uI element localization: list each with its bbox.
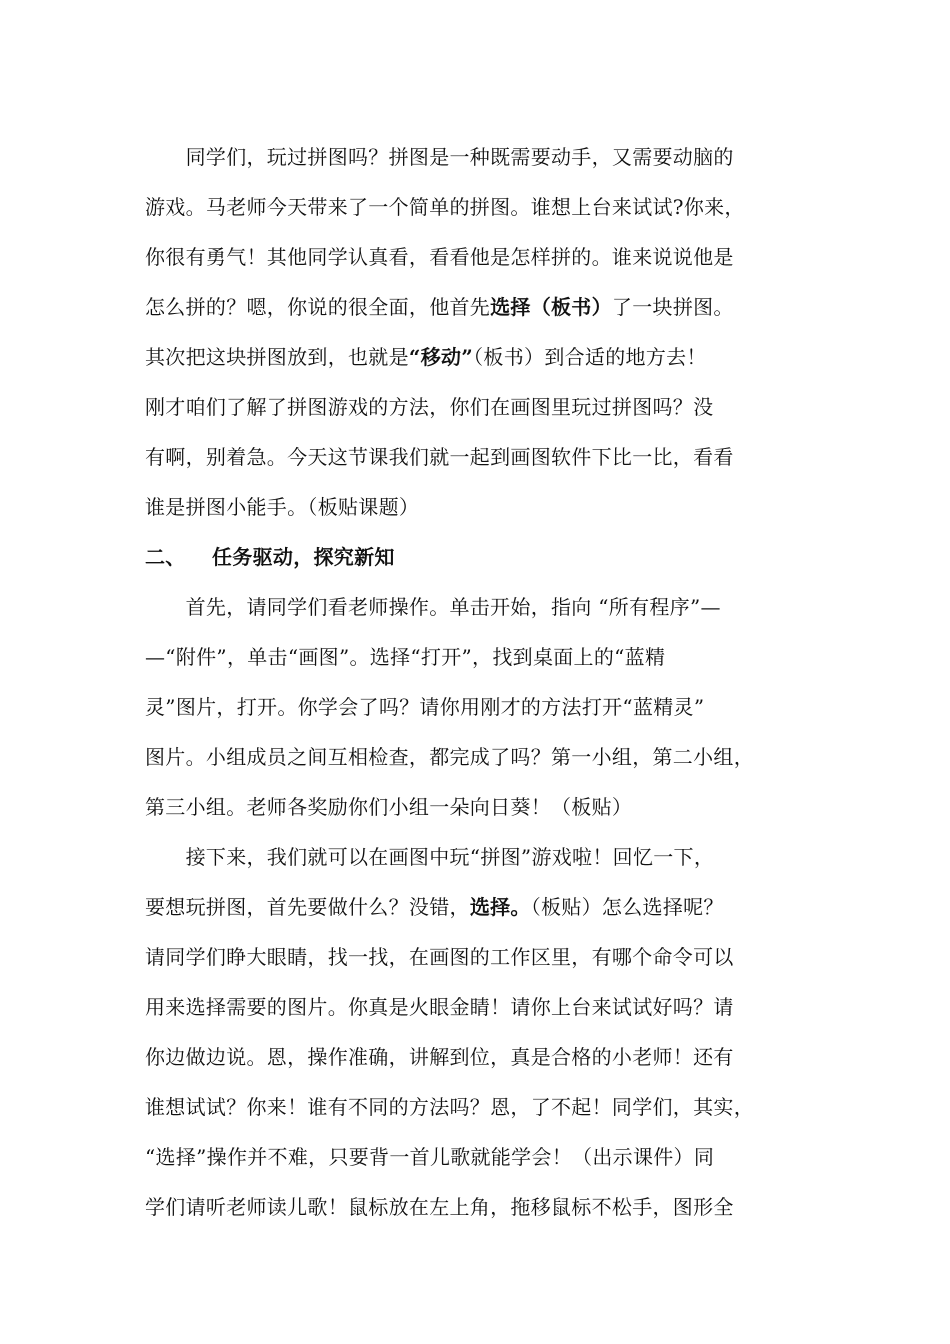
- paragraph-line: [145, 332, 810, 382]
- text-run: 你边做边说。恩，操作准确，讲解到位，真是合格的小老师！还有: [145, 1045, 734, 1069]
- text-run: 图片。小组成员之间互相检查，都完成了吗？第一小组，第二小组，: [145, 745, 754, 769]
- section-title: 任务驱动，探究新知: [212, 545, 395, 569]
- text-run: 请同学们睁大眼睛，找一找，在画图的工作区里，有哪个命令可以: [145, 945, 734, 969]
- paragraph-line: [145, 382, 810, 432]
- bold-text-run: “移动”: [408, 345, 474, 369]
- text-run: （板书）到合适的地方去！: [473, 345, 707, 369]
- text-run: 有啊，别着急。今天这节课我们就一起到画图软件下比一比，看看: [145, 445, 734, 469]
- paragraph-line: [145, 582, 810, 632]
- text-run: 你很有勇气！其他同学认真看，看看他是怎样拼的。谁来说说他是: [145, 245, 734, 269]
- text-run: 刚才咱们了解了拼图游戏的方法，你们在画图里玩过拼图吗？没: [145, 395, 714, 419]
- paragraph-line: [145, 732, 810, 782]
- paragraph-line: [145, 432, 810, 482]
- text-run: —“附件”，单击“画图”。选择“打开”，找到桌面上的“蓝精: [145, 645, 666, 669]
- text-run: 游戏。马老师今天带来了一个简单的拼图。谁想上台来试试?你来，: [145, 195, 745, 219]
- paragraph-line: [145, 782, 810, 832]
- text-run: 学们请听老师读儿歌！鼠标放在左上角，拖移鼠标不松手，图形全: [145, 1195, 734, 1219]
- text-run: （板贴）怎么选择呢？: [530, 895, 724, 919]
- paragraph-line: [145, 682, 810, 732]
- paragraph-line: [145, 232, 810, 282]
- text-run: 第三小组。老师各奖励你们小组一朵向日葵！（板贴）: [145, 795, 633, 819]
- section-heading: [145, 532, 810, 582]
- text-run: 同学们，玩过拼图吗？拼图是一种既需要动手，又需要动脑的: [145, 145, 734, 169]
- text-run: 灵”图片，打开。你学会了吗？请你用刚才的方法打开“蓝精灵”: [145, 695, 705, 719]
- paragraph-line: [145, 1082, 810, 1132]
- text-run: 用来选择需要的图片。你真是火眼金睛！请你上台来试试好吗？请: [145, 995, 734, 1019]
- bold-text-run: 选择。: [469, 895, 531, 919]
- paragraph-line: [145, 482, 810, 532]
- paragraph-line: [145, 1032, 810, 1082]
- text-run: “选择”操作并不难，只要背一首儿歌就能学会！（出示课件）同: [145, 1145, 715, 1169]
- text-run: 怎么拼的？嗯，你说的很全面，他首先: [145, 295, 491, 319]
- paragraph-line: [145, 1132, 810, 1182]
- paragraph-line: [145, 632, 810, 682]
- paragraph-line: [145, 282, 810, 332]
- text-run: 其次把这块拼图放到，也就是: [145, 345, 409, 369]
- text-run: 接下来，我们就可以在画图中玩“拼图”游戏啦！回忆一下，: [145, 845, 715, 869]
- section-number: 二、: [145, 545, 186, 569]
- paragraph-line: [145, 182, 810, 232]
- text-run: 了一块拼图。: [611, 295, 734, 319]
- text-run: 首先，请同学们看老师操作。单击开始，指向 “所有程序”—: [145, 595, 721, 619]
- paragraph-line: [145, 882, 810, 932]
- paragraph-line: [145, 132, 810, 182]
- paragraph-line: [145, 1182, 810, 1232]
- paragraph-line: [145, 832, 810, 882]
- bold-text-run: 选择（板书）: [490, 295, 612, 319]
- text-run: 谁想试试？你来！谁有不同的方法吗？恩，了不起！同学们，其实，: [145, 1095, 754, 1119]
- document-body: [145, 132, 810, 1232]
- paragraph-line: [145, 982, 810, 1032]
- text-run: 谁是拼图小能手。（板贴课题）: [145, 495, 420, 519]
- text-run: 要想玩拼图，首先要做什么？没错，: [145, 895, 470, 919]
- paragraph-line: [145, 932, 810, 982]
